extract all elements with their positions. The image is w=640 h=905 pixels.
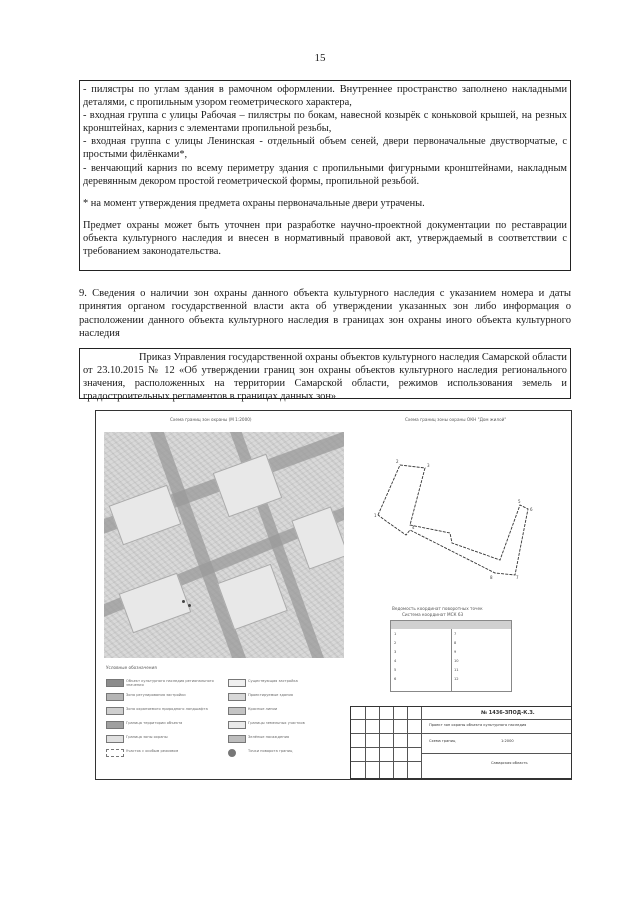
drawing-title-block [350, 706, 572, 779]
object-marker [188, 604, 191, 607]
drawing-number: № 1436-ЗПОД-К.З. [481, 710, 535, 716]
table-row: 12 [454, 677, 459, 681]
coordinate-table [390, 620, 512, 692]
table-header [391, 621, 451, 629]
legend-item: Границы земельных участков [228, 721, 340, 729]
boundary-point-label: 2 [396, 459, 399, 464]
legend-title: Условные обозначения [106, 665, 157, 670]
legend-item: Объект культурного наследия регионального значения [106, 679, 226, 687]
cadastral-map [104, 432, 344, 658]
map-left-title: Схема границ зон охраны (М 1:2000) [170, 417, 252, 422]
table-row: 2 [394, 641, 397, 645]
list-item: - входная группа с улицы Ленинская - отдельный объем сеней, двери первоначальные двустворчатые, с простыми филёнками*, [83, 136, 567, 161]
closing-paragraph: Предмет охраны может быть уточнен при разработке научно-проектной документации по реставрации объекта культурного наследия и внесен в нормативный правовой акт, утверждаемый в соответствии с требованием законодательства. [83, 219, 567, 258]
table-row: 1 [394, 632, 397, 636]
table-row: 11 [454, 668, 459, 672]
legend-item: Граница зоны охраны [106, 735, 226, 743]
city-block [109, 485, 182, 546]
list-item: - пилястры по углам здания в рамочном оформлении. Внутреннее пространство заполнено накладными деталями, с пропильным узором геометрического характера, [83, 84, 567, 109]
object-marker [182, 600, 185, 603]
table-row: 4 [394, 659, 397, 663]
section-heading: 9. Сведения о наличии зон охраны данного объекта культурного наследия с указанием номера и даты принятия органом государственной власти акта об утверждении указанных зон либо информация о расположении данного объекта культурного наследия в границах зон охраны иного объекта культурного наследия [79, 288, 571, 340]
table-row: 7 [454, 632, 457, 636]
table-row: 6 [394, 677, 397, 681]
table-row: 10 [454, 659, 459, 663]
list-item: - входная группа с улицы Рабочая – пилястры по бокам, навесной козырёк с коньковой крышей, на резных кронштейнах, карниз с элементами пропильной резьбы, [83, 110, 567, 135]
boundary-point-label: 6 [530, 507, 533, 512]
boundary-point-label: 4 [412, 525, 415, 530]
coord-table-title: Ведомость координат поворотных точек [392, 606, 483, 611]
boundary-point-label: 1 [374, 513, 377, 518]
legend-item: Красные линии [228, 707, 340, 715]
zone-boundary-diagram [350, 425, 560, 615]
page-number: 15 [314, 52, 326, 64]
boundary-point-label: 8 [490, 575, 493, 580]
table-row: 3 [394, 650, 397, 654]
boundary-point-label: 3 [427, 463, 430, 468]
coord-table-subtitle: Система координат МСК 63 [402, 612, 464, 617]
table-row: 9 [454, 650, 457, 654]
table-row: 8 [454, 641, 457, 645]
legend-item: Зона регулирования застройки [106, 693, 226, 701]
drawing-scale: 1:2000 [501, 739, 514, 743]
order-reference-box [79, 348, 571, 403]
zone-boundary-line [378, 465, 528, 575]
list-item: - венчающий карниз по всему периметру здания с пропильными фигурными кронштейнами, накладным деревянным декором простой геометрической формы, пропильной резьбой. [83, 162, 567, 187]
table-row: 5 [394, 668, 397, 672]
order-text: Приказ Управления государственной охраны объектов культурного наследия Самарской области от 23.10.2015 № 12 «Об утверждении границ зон охраны объектов культурного наследия регионального значения, расположенных на территории Самарской области, режимов использования земель и градостроительных регламентов в границах данных зон» [83, 352, 567, 403]
drawing-sheet: Схема границ [429, 739, 456, 743]
drawing-org: Самарская область [491, 761, 528, 765]
legend-item: Зона охраняемого природного ландшафта [106, 707, 226, 715]
legend-item: Зелёные насаждения [228, 735, 340, 743]
legend-item: Точки поворота границ [228, 749, 340, 757]
protection-subject-box [79, 80, 571, 271]
legend-item: Граница территории объекта [106, 721, 226, 729]
drawing-object: Проект зон охраны объекта культурного наследия [429, 723, 527, 727]
legend-item: Участок с особым режимом [106, 749, 226, 757]
legend-item: Проектируемые здания [228, 693, 340, 701]
legend-item: Существующая застройка [228, 679, 340, 687]
boundary-point-label: 7 [516, 575, 519, 580]
map-legend [104, 665, 344, 777]
footnote: * на момент утверждения предмета охраны первоначальные двери утрачены. [83, 197, 425, 209]
city-block [119, 573, 192, 634]
map-right-title: Схема границ зоны охраны ОКН "Дом жилой" [405, 417, 507, 422]
table-header [451, 621, 511, 629]
boundary-point-label: 5 [518, 499, 521, 504]
